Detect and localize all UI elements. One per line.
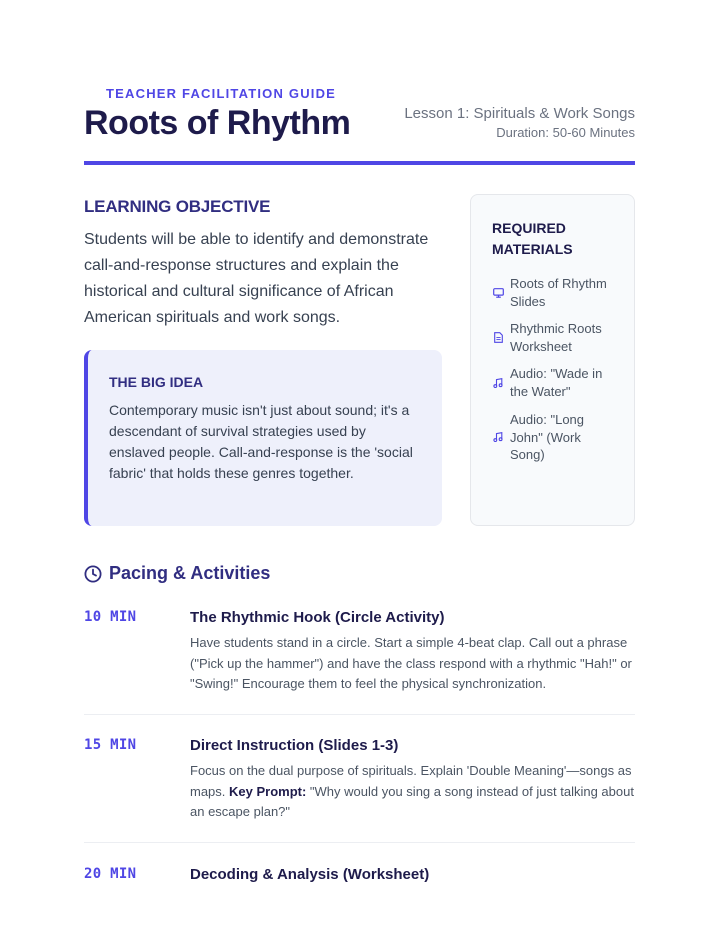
header-divider [84,161,635,165]
material-item [492,320,622,355]
big-idea-heading: THE BIG IDEA [109,374,204,390]
required-materials-panel [470,194,635,526]
big-idea-callout [84,350,442,526]
big-idea-text: Contemporary music isn't just about sound; it's a descendant of survival strategies used by enslaved people. Call-and-response is the 'social fabric' that holds these genres together. [109,402,413,481]
activity-title: Direct Instruction (Slides 1-3) [190,737,399,754]
activity-divider [84,842,635,843]
material-label: Rhythmic Roots Worksheet [510,321,602,354]
music-note-icon [492,431,504,443]
activity-description: Have students stand in a circle. Start a simple 4-beat clap. Call out a phrase ("Pick up the hammer") and have the class respond with a rhythmic "Hah!" or "Swing!" Encourage them to feel the physical synchronization. [190,635,632,691]
material-label: Audio: "Long John" (Work Song) [510,412,585,462]
material-label: Audio: "Wade in the Water" [510,366,603,399]
monitor-icon [492,287,504,299]
materials-heading: REQUIRED MATERIALS [492,220,573,257]
guide-eyebrow: TEACHER FACILITATION GUIDE [106,86,337,101]
activity-duration: 15 MIN [84,737,137,753]
key-prompt-label: Key Prompt: [229,783,307,799]
duration-label: Duration: 50-60 Minutes [496,125,635,140]
activity-duration: 20 MIN [84,866,137,882]
material-item [492,365,622,400]
material-item [492,275,622,310]
pacing-heading [84,563,270,584]
activity-divider [84,714,635,715]
material-label: Roots of Rhythm Slides [510,276,607,309]
document-icon [492,332,504,344]
activity-duration: 10 MIN [84,609,137,625]
page-title: Roots of Rhythm [84,104,351,142]
key-prompt-text: "Why would you sing a song instead of just talking about an escape plan?" [190,783,634,819]
activity-title: Decoding & Analysis (Worksheet) [190,866,430,883]
activity-title: The Rhythmic Hook (Circle Activity) [190,609,445,626]
facilitation-guide-page [84,0,635,932]
music-note-icon [492,377,504,389]
learning-objective-text: Students will be able to identify and demonstrate call-and-response structures and explain the historical and cultural significance of African American spirituals and work songs. [84,231,429,326]
pacing-heading-label: Pacing & Activities [109,563,271,583]
clock-icon [84,565,102,583]
activity-description-text: Focus on the dual purpose of spirituals. Explain 'Double Meaning'—songs as maps. [190,763,632,799]
activity-description [190,761,635,823]
material-item [492,411,622,464]
learning-objective-heading: LEARNING OBJECTIVE [84,197,271,216]
lesson-label: Lesson 1: Spirituals & Work Songs [404,105,635,122]
